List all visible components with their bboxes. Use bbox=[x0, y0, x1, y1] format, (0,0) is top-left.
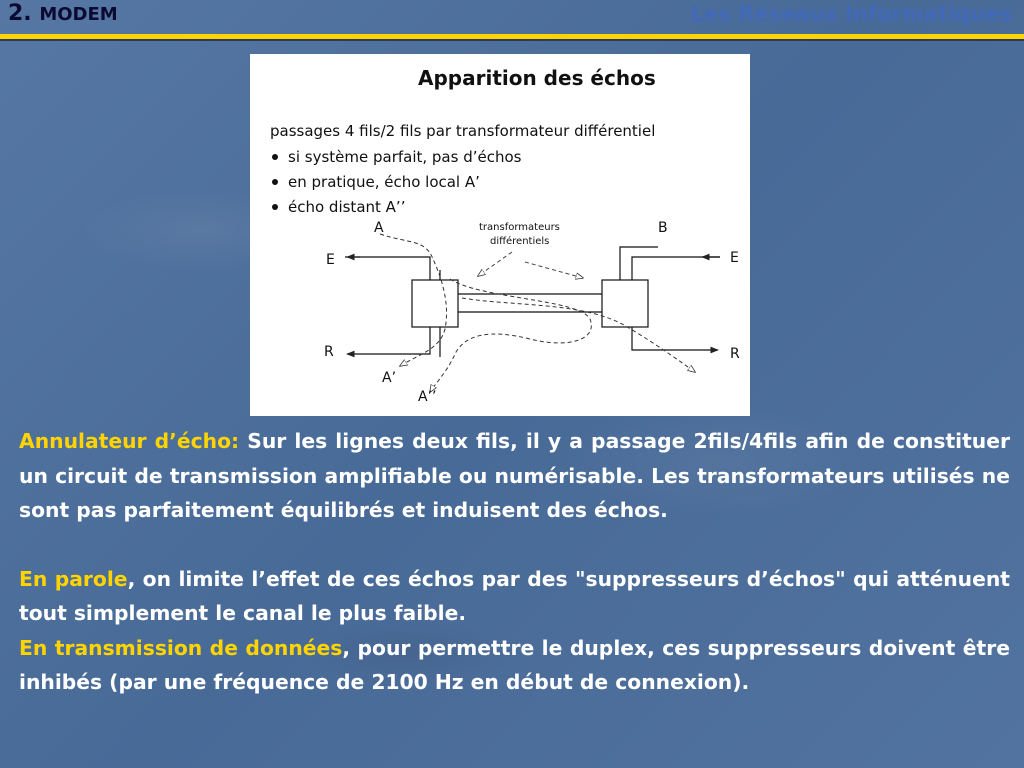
transformer-label-line2: différentiels bbox=[490, 236, 550, 247]
diagram-bullet-1: si système parfait, pas d’échos bbox=[288, 148, 522, 166]
left-transformer bbox=[412, 280, 458, 327]
label-a-double-prime: A’’ bbox=[418, 389, 437, 405]
keyword-echo-canceller: Annulateur d’écho: bbox=[19, 429, 240, 453]
transformer-pointer-left bbox=[478, 252, 512, 276]
right-upper-wire bbox=[620, 247, 658, 280]
bullet-dot bbox=[272, 154, 278, 160]
label-r-left: R bbox=[324, 344, 334, 360]
diagram-title: Apparition des échos bbox=[418, 66, 656, 90]
header-divider-shadow bbox=[0, 39, 1024, 41]
right-lower-wire bbox=[632, 327, 718, 350]
diagram-bullet-2: en pratique, écho local A’ bbox=[288, 173, 480, 191]
label-a-prime: A’ bbox=[382, 370, 397, 386]
course-title: Les Réseaux Informatiques bbox=[690, 2, 1012, 26]
body-text bbox=[19, 424, 1010, 700]
section-title bbox=[8, 0, 118, 29]
paragraph-data-text: , pour permettre le duplex, ces suppresseurs doivent être inhibés (par une fréquence de 2100 Hz en début de connexion). bbox=[19, 635, 1010, 694]
paragraph-voice bbox=[19, 562, 1010, 631]
echo-diagram-svg bbox=[250, 54, 750, 416]
transformer-pointer-right bbox=[525, 262, 583, 278]
label-a: A bbox=[374, 220, 384, 236]
keyword-voice: En parole bbox=[19, 566, 128, 591]
paragraph-gap bbox=[19, 528, 1010, 562]
left-lower-wire bbox=[347, 327, 430, 354]
label-r-right: R bbox=[730, 346, 740, 362]
section-name: MODEM bbox=[39, 4, 118, 25]
paragraph-echo-canceller bbox=[19, 424, 1010, 528]
right-upper-wire-2 bbox=[632, 257, 720, 280]
right-transformer bbox=[602, 280, 648, 327]
diagram-bullet-3: écho distant A’’ bbox=[288, 198, 406, 216]
transformer-label-line1: transformateurs bbox=[479, 222, 560, 233]
paragraph-echo-canceller-text: Sur les lignes deux fils, il y a passage 2fils/4fils afin de constituer un circuit de transmission amplifiable ou numérisable. Les transformateurs utilisés ne sont pas parfaitement équilibrés et induisent des échos. bbox=[19, 429, 1010, 522]
keyword-data: En transmission de données bbox=[19, 635, 343, 660]
label-e-right: E bbox=[730, 250, 739, 266]
section-number: 2. bbox=[8, 1, 32, 26]
paragraph-data bbox=[19, 631, 1010, 700]
bullet-dot bbox=[272, 204, 278, 210]
label-e-left: E bbox=[326, 252, 335, 268]
bullet-dot bbox=[272, 179, 278, 185]
echo-path-through bbox=[462, 298, 695, 372]
diagram-intro: passages 4 fils/2 fils par transformateur différentiel bbox=[270, 122, 656, 140]
left-upper-wire bbox=[345, 257, 430, 280]
echo-diagram bbox=[250, 54, 750, 416]
paragraph-voice-text: , on limite l’effet de ces échos par des "suppresseurs d’échos" qui atténuent tout simplement le canal le plus faible. bbox=[19, 566, 1010, 625]
label-b: B bbox=[658, 220, 668, 236]
